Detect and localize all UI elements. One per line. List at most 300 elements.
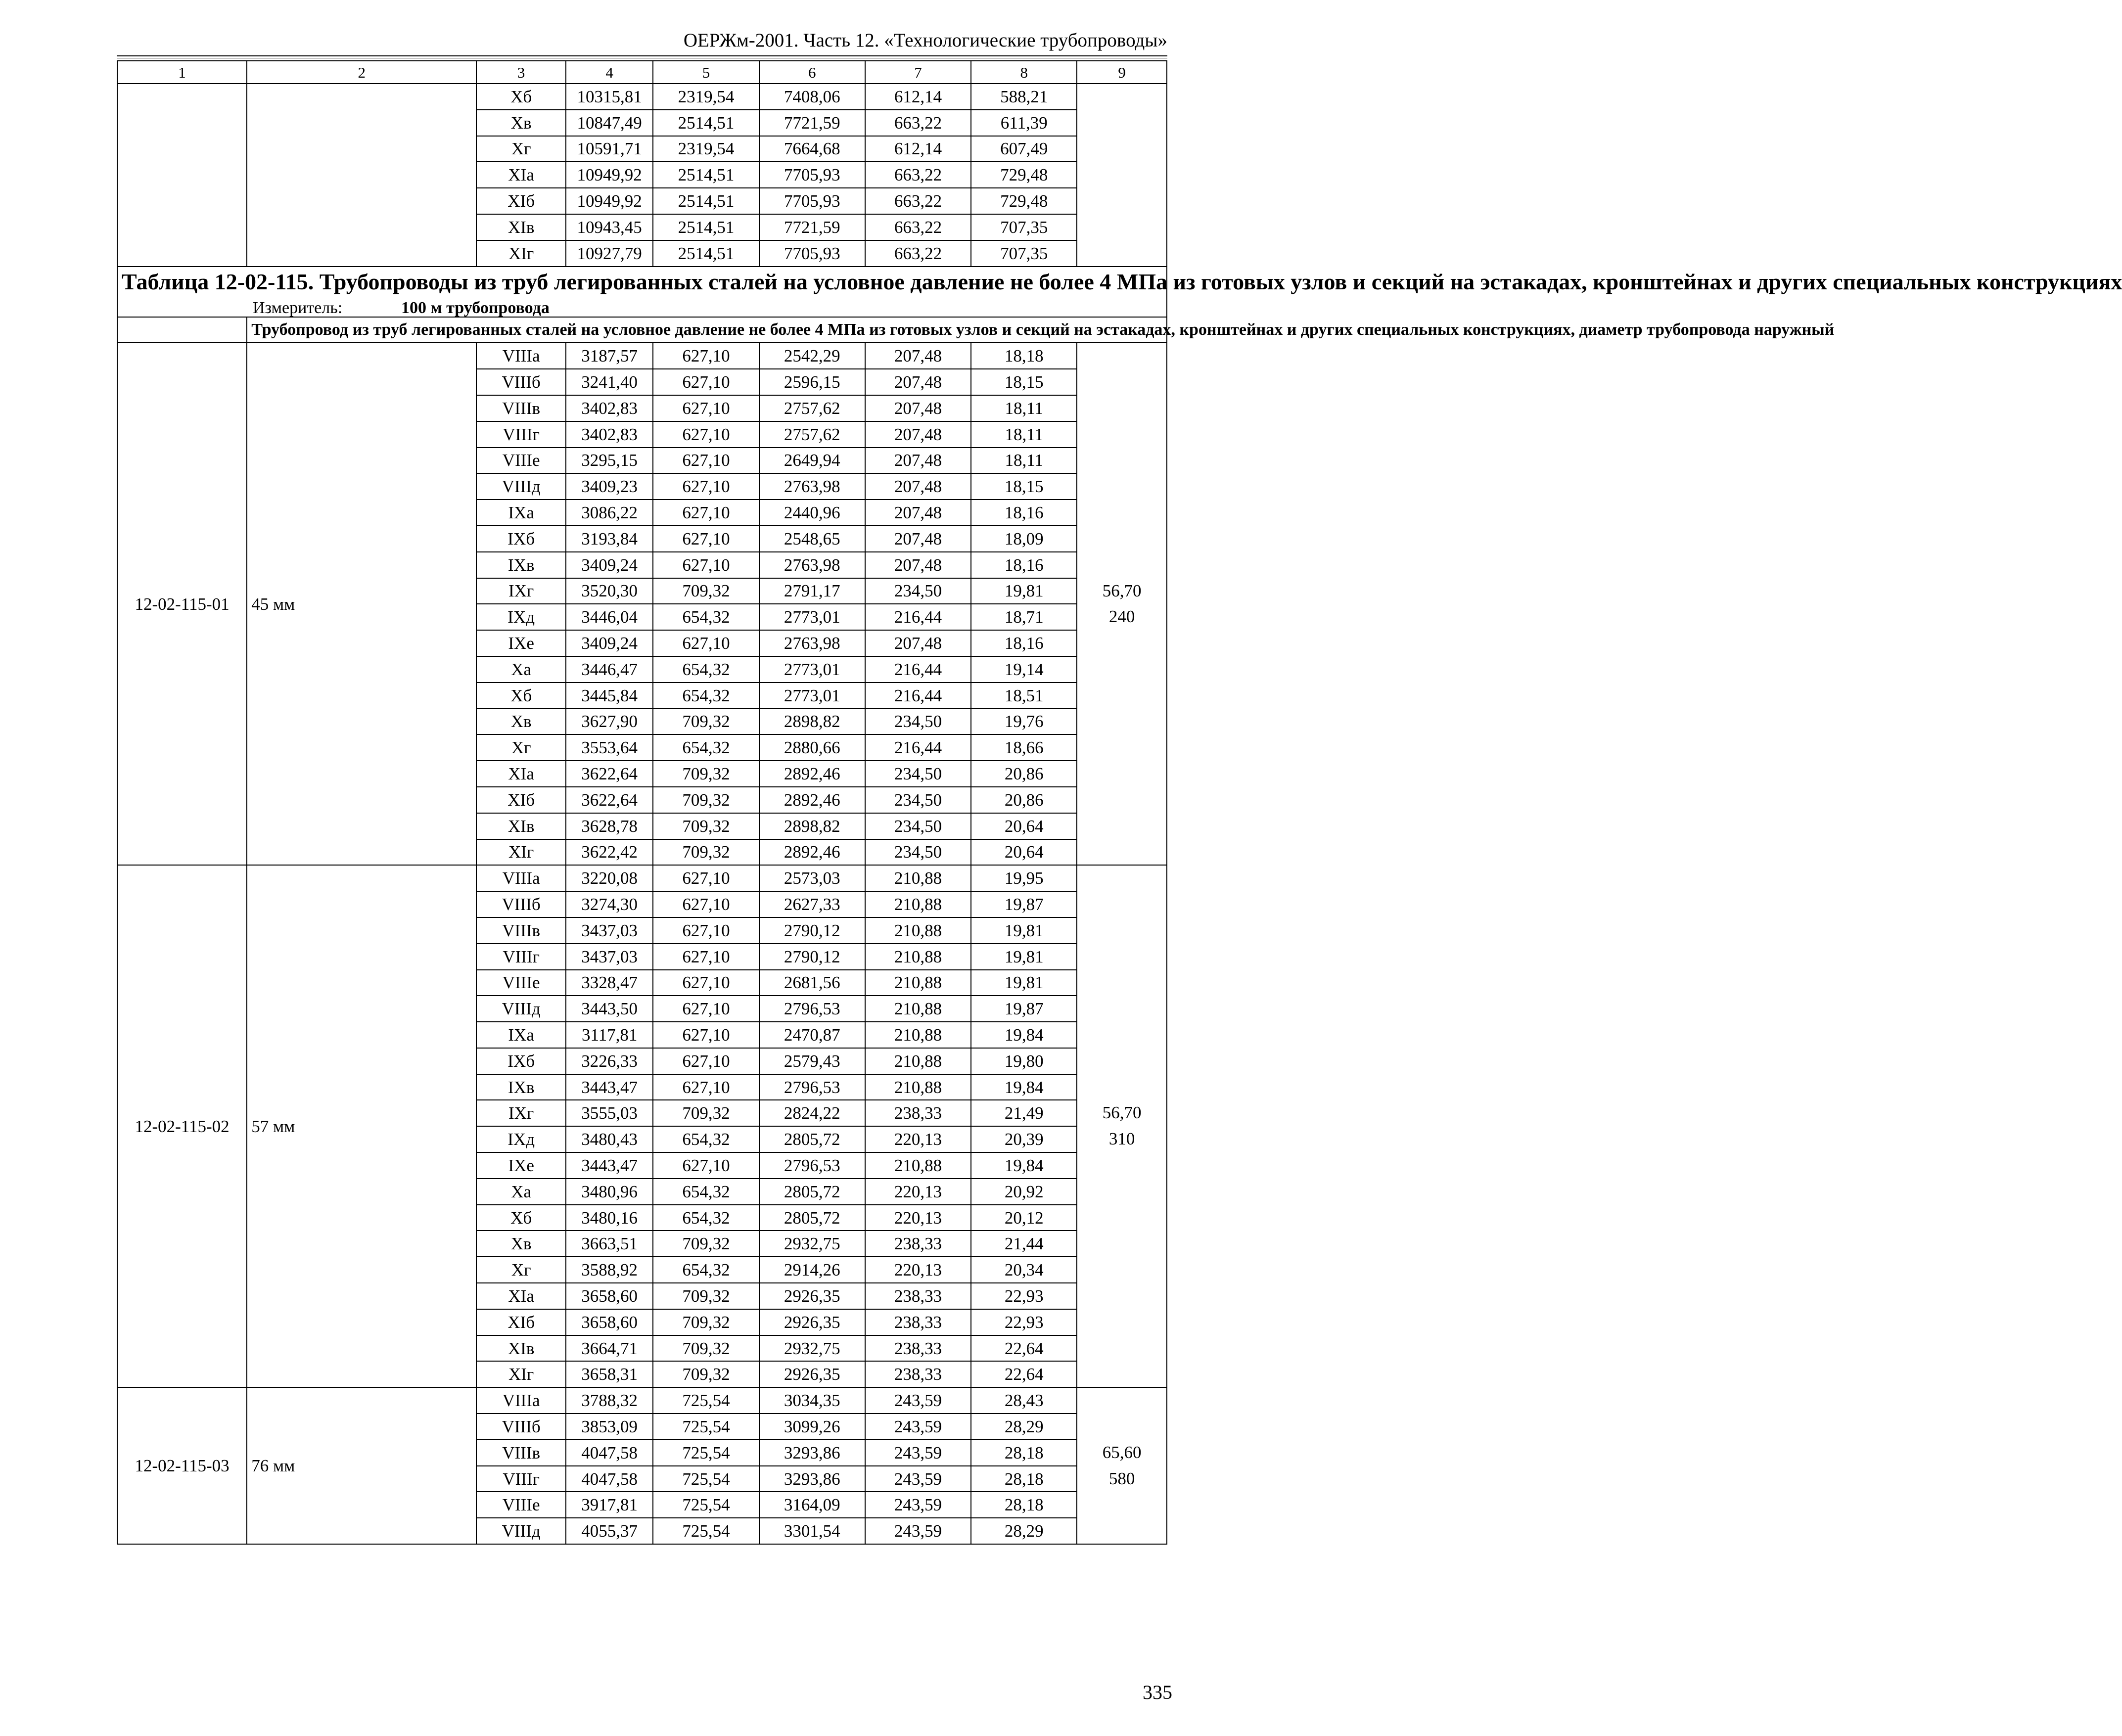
- description-cell: Трубопровод из труб легированных сталей на условное давление не более 4 МПа из готовых узлов и секций на эстакадах, кронштейнах и других специальных конструкциях, диаметр трубопровода наружный: [247, 317, 1167, 343]
- value-cell: 588,21: [971, 84, 1077, 110]
- value-cell: 2757,62: [759, 421, 865, 448]
- table-title-cell: [117, 267, 2122, 317]
- value-cell: 3480,16: [566, 1205, 653, 1231]
- column-number: 1: [117, 61, 247, 84]
- value-cell: 21,49: [971, 1100, 1077, 1126]
- value-cell: 18,15: [971, 473, 1077, 500]
- value-cell: 3402,83: [566, 421, 653, 448]
- value-cell: 3480,96: [566, 1179, 653, 1205]
- value-cell: 207,48: [865, 369, 971, 395]
- zone-cell: VIIIв: [476, 917, 566, 944]
- value-cell: 654,32: [653, 683, 759, 709]
- zone-cell: IXд: [476, 1126, 566, 1152]
- value-cell: 627,10: [653, 395, 759, 421]
- value-cell: 3086,22: [566, 500, 653, 526]
- value-cell: 3446,04: [566, 604, 653, 630]
- value-cell: 238,33: [865, 1309, 971, 1335]
- value-cell: 4047,58: [566, 1466, 653, 1492]
- value-cell: 7705,93: [759, 240, 865, 267]
- value-cell: 627,10: [653, 1048, 759, 1074]
- value-cell: 2773,01: [759, 604, 865, 630]
- column-number: 2: [247, 61, 476, 84]
- zone-cell: IXг: [476, 578, 566, 604]
- value-cell: 2573,03: [759, 865, 865, 891]
- zone-cell: XIб: [476, 787, 566, 813]
- table-row: [117, 84, 1167, 110]
- value-cell: 10949,92: [566, 188, 653, 214]
- value-cell: 19,81: [971, 970, 1077, 996]
- value-cell: 19,81: [971, 917, 1077, 944]
- header-rule: [117, 55, 1167, 56]
- zone-cell: Xв: [476, 110, 566, 136]
- description-row: [117, 317, 1167, 343]
- value-cell: 207,48: [865, 500, 971, 526]
- value-cell: 627,10: [653, 1074, 759, 1100]
- value-cell: 2514,51: [653, 162, 759, 188]
- value-cell: 2763,98: [759, 473, 865, 500]
- value-cell: 663,22: [865, 162, 971, 188]
- zone-cell: IXв: [476, 552, 566, 578]
- value-cell: 238,33: [865, 1100, 971, 1126]
- zone-cell: VIIIг: [476, 421, 566, 448]
- value-cell: 627,10: [653, 552, 759, 578]
- value-cell: 2773,01: [759, 656, 865, 683]
- zone-cell: IXе: [476, 630, 566, 656]
- value-cell: 3226,33: [566, 1048, 653, 1074]
- zone-cell: VIIIа: [476, 1387, 566, 1414]
- value-cell: 627,10: [653, 421, 759, 448]
- value-cell: 2791,17: [759, 578, 865, 604]
- value-cell: 725,54: [653, 1492, 759, 1518]
- zone-cell: VIIIе: [476, 448, 566, 474]
- value-cell: 3658,60: [566, 1283, 653, 1309]
- value-cell: 654,32: [653, 604, 759, 630]
- value-cell: 243,59: [865, 1492, 971, 1518]
- zone-cell: IXа: [476, 1022, 566, 1048]
- value-cell: 2824,22: [759, 1100, 865, 1126]
- value-cell: 10591,71: [566, 136, 653, 162]
- value-cell: 709,32: [653, 709, 759, 735]
- column-number: 5: [653, 61, 759, 84]
- value-cell: 19,76: [971, 709, 1077, 735]
- blank-col9-cell: [1077, 84, 1167, 267]
- value-cell: 28,29: [971, 1414, 1077, 1440]
- value-cell: 3274,30: [566, 891, 653, 917]
- unit-value: 100 м трубопровода: [401, 298, 550, 317]
- value-cell: 234,50: [865, 813, 971, 839]
- value-cell: 709,32: [653, 787, 759, 813]
- value-cell: 20,64: [971, 813, 1077, 839]
- value-cell: 654,32: [653, 734, 759, 761]
- value-cell: 627,10: [653, 865, 759, 891]
- value-cell: 2319,54: [653, 136, 759, 162]
- value-cell: 18,16: [971, 552, 1077, 578]
- value-cell: 627,10: [653, 970, 759, 996]
- value-cell: 28,18: [971, 1440, 1077, 1466]
- zone-cell: XIб: [476, 188, 566, 214]
- code-cell: 12-02-115-03: [117, 1387, 247, 1544]
- value-cell: 243,59: [865, 1440, 971, 1466]
- column-number: 7: [865, 61, 971, 84]
- value-cell: 210,88: [865, 970, 971, 996]
- equipment-mass: 56,70: [1102, 581, 1142, 600]
- value-cell: 210,88: [865, 944, 971, 970]
- value-cell: 2514,51: [653, 188, 759, 214]
- value-cell: 2548,65: [759, 526, 865, 552]
- value-cell: 19,84: [971, 1074, 1077, 1100]
- value-cell: 2914,26: [759, 1257, 865, 1283]
- diameter-cell: 57 мм: [247, 865, 476, 1387]
- value-cell: 234,50: [865, 578, 971, 604]
- value-cell: 627,10: [653, 944, 759, 970]
- value-cell: 654,32: [653, 1205, 759, 1231]
- value-cell: 627,10: [653, 526, 759, 552]
- value-cell: 2892,46: [759, 839, 865, 866]
- zone-cell: Xб: [476, 84, 566, 110]
- value-cell: 234,50: [865, 709, 971, 735]
- value-cell: 210,88: [865, 1152, 971, 1179]
- value-cell: 220,13: [865, 1126, 971, 1152]
- value-cell: 234,50: [865, 761, 971, 787]
- zone-cell: XIа: [476, 162, 566, 188]
- zone-cell: VIIIв: [476, 395, 566, 421]
- value-cell: 3664,71: [566, 1335, 653, 1362]
- unit-label: Измеритель:: [253, 298, 343, 317]
- zone-cell: VIIIд: [476, 473, 566, 500]
- value-cell: 3588,92: [566, 1257, 653, 1283]
- value-cell: 2579,43: [759, 1048, 865, 1074]
- value-cell: 2514,51: [653, 110, 759, 136]
- zone-cell: IXд: [476, 604, 566, 630]
- value-cell: 627,10: [653, 343, 759, 369]
- rates-table: [117, 60, 2122, 1545]
- value-cell: 2796,53: [759, 1152, 865, 1179]
- code-cell: 12-02-115-02: [117, 865, 247, 1387]
- value-cell: 243,59: [865, 1466, 971, 1492]
- zone-cell: XIв: [476, 214, 566, 240]
- zone-cell: Xг: [476, 136, 566, 162]
- value-cell: 611,39: [971, 110, 1077, 136]
- value-cell: 18,15: [971, 369, 1077, 395]
- value-cell: 22,93: [971, 1283, 1077, 1309]
- value-cell: 207,48: [865, 395, 971, 421]
- column-number: 6: [759, 61, 865, 84]
- value-cell: 18,16: [971, 500, 1077, 526]
- value-cell: 3553,64: [566, 734, 653, 761]
- code-cell: 12-02-115-01: [117, 343, 247, 865]
- value-cell: 729,48: [971, 162, 1077, 188]
- zone-cell: VIIIб: [476, 369, 566, 395]
- value-cell: 725,54: [653, 1518, 759, 1544]
- value-cell: 18,51: [971, 683, 1077, 709]
- column-number-row: [117, 61, 1167, 84]
- value-cell: 3445,84: [566, 683, 653, 709]
- value-cell: 207,48: [865, 552, 971, 578]
- diameter-cell: 45 мм: [247, 343, 476, 865]
- value-cell: 22,93: [971, 1309, 1077, 1335]
- value-cell: 207,48: [865, 421, 971, 448]
- value-cell: 627,10: [653, 996, 759, 1022]
- value-cell: 18,18: [971, 343, 1077, 369]
- value-cell: 207,48: [865, 526, 971, 552]
- value-cell: 210,88: [865, 891, 971, 917]
- value-cell: 2898,82: [759, 813, 865, 839]
- value-cell: 19,84: [971, 1022, 1077, 1048]
- value-cell: 7721,59: [759, 214, 865, 240]
- value-cell: 19,84: [971, 1152, 1077, 1179]
- value-cell: 3658,31: [566, 1361, 653, 1387]
- value-cell: 627,10: [653, 448, 759, 474]
- value-cell: 2514,51: [653, 240, 759, 267]
- equipment-mass: 56,70: [1102, 1103, 1142, 1123]
- value-cell: 725,54: [653, 1414, 759, 1440]
- col9-cell: [1077, 865, 1167, 1387]
- value-cell: 18,66: [971, 734, 1077, 761]
- blank-desc-cell: [117, 317, 247, 343]
- zone-cell: XIа: [476, 1283, 566, 1309]
- value-cell: 216,44: [865, 656, 971, 683]
- value-cell: 3241,40: [566, 369, 653, 395]
- table-title-row: [117, 267, 1167, 317]
- value-cell: 3480,43: [566, 1126, 653, 1152]
- value-cell: 210,88: [865, 1022, 971, 1048]
- value-cell: 10315,81: [566, 84, 653, 110]
- value-cell: 20,86: [971, 787, 1077, 813]
- equipment-mass: 65,60: [1102, 1442, 1142, 1462]
- zone-cell: XIг: [476, 839, 566, 866]
- value-cell: 654,32: [653, 1126, 759, 1152]
- value-cell: 3437,03: [566, 917, 653, 944]
- column-number: 8: [971, 61, 1077, 84]
- value-cell: 709,32: [653, 761, 759, 787]
- value-cell: 3622,64: [566, 761, 653, 787]
- value-cell: 627,10: [653, 891, 759, 917]
- value-cell: 725,54: [653, 1466, 759, 1492]
- value-cell: 3193,84: [566, 526, 653, 552]
- value-cell: 3034,35: [759, 1387, 865, 1414]
- value-cell: 654,32: [653, 656, 759, 683]
- value-cell: 2932,75: [759, 1335, 865, 1362]
- value-cell: 207,48: [865, 473, 971, 500]
- value-cell: 2649,94: [759, 448, 865, 474]
- value-cell: 22,64: [971, 1335, 1077, 1362]
- value-cell: 3658,60: [566, 1309, 653, 1335]
- value-cell: 207,48: [865, 448, 971, 474]
- materials-mass: 310: [1108, 1129, 1135, 1149]
- zone-cell: IXе: [476, 1152, 566, 1179]
- value-cell: 2514,51: [653, 214, 759, 240]
- col9-cell: [1077, 343, 1167, 865]
- value-cell: 663,22: [865, 110, 971, 136]
- zone-cell: IXб: [476, 526, 566, 552]
- zone-cell: IXв: [476, 1074, 566, 1100]
- value-cell: 3409,24: [566, 630, 653, 656]
- value-cell: 4055,37: [566, 1518, 653, 1544]
- zone-cell: VIIIд: [476, 996, 566, 1022]
- value-cell: 3446,47: [566, 656, 653, 683]
- running-header: ОЕРЖм-2001. Часть 12. «Технологические трубопроводы»: [683, 30, 1167, 51]
- value-cell: 2627,33: [759, 891, 865, 917]
- value-cell: 3443,47: [566, 1074, 653, 1100]
- value-cell: 725,54: [653, 1387, 759, 1414]
- value-cell: 627,10: [653, 500, 759, 526]
- value-cell: 243,59: [865, 1518, 971, 1544]
- value-cell: 3443,47: [566, 1152, 653, 1179]
- value-cell: 19,95: [971, 865, 1077, 891]
- value-cell: 3443,50: [566, 996, 653, 1022]
- value-cell: 3788,32: [566, 1387, 653, 1414]
- value-cell: 612,14: [865, 84, 971, 110]
- value-cell: 2681,56: [759, 970, 865, 996]
- value-cell: 2596,15: [759, 369, 865, 395]
- value-cell: 7705,93: [759, 162, 865, 188]
- zone-cell: XIв: [476, 813, 566, 839]
- value-cell: 2880,66: [759, 734, 865, 761]
- value-cell: 18,11: [971, 421, 1077, 448]
- value-cell: 220,13: [865, 1205, 971, 1231]
- value-cell: 3555,03: [566, 1100, 653, 1126]
- value-cell: 2805,72: [759, 1205, 865, 1231]
- materials-mass: 240: [1108, 607, 1135, 627]
- value-cell: 10943,45: [566, 214, 653, 240]
- value-cell: 2319,54: [653, 84, 759, 110]
- table-title: Таблица 12-02-115. Трубопроводы из труб легированных сталей на условное давление не более 4 МПа из готовых узлов и секций на эстакадах, кронштейнах и других специальных конструкциях: [122, 269, 2122, 294]
- value-cell: 612,14: [865, 136, 971, 162]
- zone-cell: XIг: [476, 240, 566, 267]
- value-cell: 3520,30: [566, 578, 653, 604]
- value-cell: 3622,42: [566, 839, 653, 866]
- value-cell: 19,14: [971, 656, 1077, 683]
- value-cell: 28,43: [971, 1387, 1077, 1414]
- value-cell: 28,29: [971, 1518, 1077, 1544]
- value-cell: 28,18: [971, 1492, 1077, 1518]
- unit-line: [122, 300, 1162, 317]
- value-cell: 234,50: [865, 787, 971, 813]
- value-cell: 2796,53: [759, 996, 865, 1022]
- value-cell: 220,13: [865, 1179, 971, 1205]
- value-cell: 2892,46: [759, 787, 865, 813]
- zone-cell: Xб: [476, 683, 566, 709]
- value-cell: 2763,98: [759, 552, 865, 578]
- value-cell: 3293,86: [759, 1466, 865, 1492]
- value-cell: 3853,09: [566, 1414, 653, 1440]
- value-cell: 19,87: [971, 996, 1077, 1022]
- value-cell: 3301,54: [759, 1518, 865, 1544]
- value-cell: 663,22: [865, 188, 971, 214]
- value-cell: 663,22: [865, 214, 971, 240]
- value-cell: 238,33: [865, 1335, 971, 1362]
- value-cell: 2926,35: [759, 1361, 865, 1387]
- zone-cell: Xг: [476, 1257, 566, 1283]
- zone-cell: VIIIб: [476, 1414, 566, 1440]
- value-cell: 2763,98: [759, 630, 865, 656]
- page-number: 335: [1143, 1681, 1172, 1703]
- value-cell: 709,32: [653, 578, 759, 604]
- value-cell: 709,32: [653, 1100, 759, 1126]
- table-row: [117, 343, 1167, 369]
- value-cell: 2932,75: [759, 1231, 865, 1257]
- value-cell: 238,33: [865, 1231, 971, 1257]
- value-cell: 19,87: [971, 891, 1077, 917]
- value-cell: 238,33: [865, 1283, 971, 1309]
- value-cell: 3627,90: [566, 709, 653, 735]
- value-cell: 729,48: [971, 188, 1077, 214]
- value-cell: 18,11: [971, 395, 1077, 421]
- value-cell: 207,48: [865, 630, 971, 656]
- value-cell: 210,88: [865, 1048, 971, 1074]
- value-cell: 7664,68: [759, 136, 865, 162]
- zone-cell: VIIIг: [476, 1466, 566, 1492]
- zone-cell: IXа: [476, 500, 566, 526]
- value-cell: 210,88: [865, 865, 971, 891]
- value-cell: 709,32: [653, 1231, 759, 1257]
- zone-cell: VIIIа: [476, 343, 566, 369]
- value-cell: 3663,51: [566, 1231, 653, 1257]
- value-cell: 2796,53: [759, 1074, 865, 1100]
- value-cell: 216,44: [865, 604, 971, 630]
- value-cell: 654,32: [653, 1179, 759, 1205]
- value-cell: 20,92: [971, 1179, 1077, 1205]
- value-cell: 2757,62: [759, 395, 865, 421]
- value-cell: 18,11: [971, 448, 1077, 474]
- value-cell: 4047,58: [566, 1440, 653, 1466]
- column-number: 9: [1077, 61, 1167, 84]
- value-cell: 3293,86: [759, 1440, 865, 1466]
- value-cell: 10949,92: [566, 162, 653, 188]
- value-cell: 3164,09: [759, 1492, 865, 1518]
- value-cell: 627,10: [653, 630, 759, 656]
- value-cell: 2470,87: [759, 1022, 865, 1048]
- column-number: 3: [476, 61, 566, 84]
- value-cell: 2440,96: [759, 500, 865, 526]
- value-cell: 2926,35: [759, 1309, 865, 1335]
- zone-cell: XIб: [476, 1309, 566, 1335]
- value-cell: 2773,01: [759, 683, 865, 709]
- value-cell: 707,35: [971, 214, 1077, 240]
- value-cell: 234,50: [865, 839, 971, 866]
- value-cell: 18,16: [971, 630, 1077, 656]
- value-cell: 19,81: [971, 944, 1077, 970]
- zone-cell: Xа: [476, 656, 566, 683]
- value-cell: 627,10: [653, 1152, 759, 1179]
- value-cell: 627,10: [653, 1022, 759, 1048]
- value-cell: 20,39: [971, 1126, 1077, 1152]
- value-cell: 216,44: [865, 683, 971, 709]
- value-cell: 709,32: [653, 1309, 759, 1335]
- value-cell: 216,44: [865, 734, 971, 761]
- zone-cell: VIIIе: [476, 970, 566, 996]
- value-cell: 709,32: [653, 1283, 759, 1309]
- zone-cell: VIIIг: [476, 944, 566, 970]
- value-cell: 654,32: [653, 1257, 759, 1283]
- zone-cell: VIIIе: [476, 1492, 566, 1518]
- value-cell: 2805,72: [759, 1179, 865, 1205]
- value-cell: 22,64: [971, 1361, 1077, 1387]
- value-cell: 3409,24: [566, 552, 653, 578]
- value-cell: 2542,29: [759, 343, 865, 369]
- value-cell: 21,44: [971, 1231, 1077, 1257]
- value-cell: 10927,79: [566, 240, 653, 267]
- materials-mass: 580: [1108, 1468, 1135, 1488]
- value-cell: 2805,72: [759, 1126, 865, 1152]
- column-number: 4: [566, 61, 653, 84]
- value-cell: 3295,15: [566, 448, 653, 474]
- zone-cell: Xа: [476, 1179, 566, 1205]
- zone-cell: Xв: [476, 709, 566, 735]
- value-cell: 220,13: [865, 1257, 971, 1283]
- zone-cell: IXг: [476, 1100, 566, 1126]
- value-cell: 20,12: [971, 1205, 1077, 1231]
